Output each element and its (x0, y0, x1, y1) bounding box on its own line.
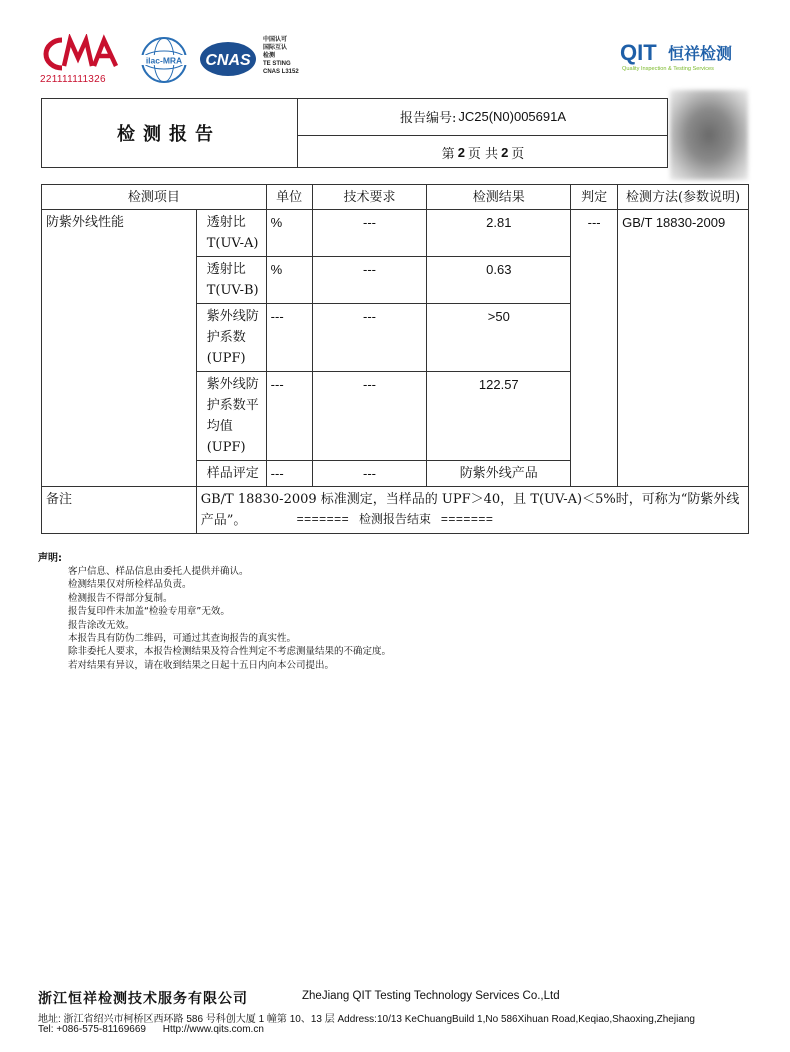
page-current: 2 (457, 145, 465, 160)
footer-website[interactable]: Http://www.qits.com.cn (162, 1024, 264, 1035)
ilac-text: ilac-MRA (145, 55, 183, 66)
statement-line: 报告涂改无效。 (68, 619, 135, 631)
item-cell: 透射比T(UV-A) (196, 210, 266, 257)
statement-line: 检测结果仅对所检样品负责。 (68, 579, 192, 591)
report-number-value: JC25(N0)005691A (458, 109, 567, 124)
result-cell: 122.57 (427, 372, 571, 461)
result-cell: >50 (427, 304, 571, 372)
header-item: 检测项目 (42, 185, 267, 210)
cnas-accreditation-text: 中国认可 国际互认 检测 TE STING CNAS L3152 (263, 37, 299, 75)
footer-contact (38, 1024, 278, 1035)
qr-code-blurred (670, 90, 748, 180)
unit-cell: % (266, 210, 312, 257)
item-cell: 透射比T(UV-B) (196, 257, 266, 304)
header-result: 检测结果 (427, 185, 571, 210)
statement-title: 声明: (38, 553, 62, 564)
cma-logo (40, 34, 120, 74)
cnas-logo (198, 40, 258, 78)
statement-line: 报告复印件未加盖“检验专用章”无效。 (68, 606, 230, 618)
qit-brand: QIT (620, 40, 657, 65)
qit-logo (620, 38, 750, 74)
header-requirement: 技术要求 (312, 185, 427, 210)
statement-line: 除非委托人要求，本报告检测结果及符合性判定不考虑测量结果的不确定度。 (68, 646, 392, 658)
statement-line: 本报告具有防伪二维码，可通过其查询报告的真实性。 (68, 633, 297, 645)
requirement-cell: --- (312, 257, 427, 304)
requirement-cell: --- (312, 210, 427, 257)
header-unit: 单位 (266, 185, 312, 210)
requirement-cell: --- (312, 304, 427, 372)
result-cell: 2.81 (427, 210, 571, 257)
result-cell: 防紫外线产品 (427, 461, 571, 487)
statement-line: 检测报告不得部分复制。 (68, 592, 173, 604)
item-cell: 紫外线防护系数平均值(UPF) (196, 372, 266, 461)
header-verdict: 判定 (571, 185, 618, 210)
unit-cell: % (266, 257, 312, 304)
report-end-marker: ======= 检测报告结束 ======= (296, 512, 494, 526)
header-method: 检测方法(参数说明) (618, 185, 749, 210)
unit-cell: --- (266, 304, 312, 372)
table-header-row (42, 185, 749, 210)
report-number (298, 98, 668, 136)
unit-cell: --- (266, 372, 312, 461)
item-cell: 样品评定 (196, 461, 266, 487)
requirement-cell: --- (312, 372, 427, 461)
page-info: 第 2 页 共 2 页 (441, 145, 525, 162)
table-row (42, 210, 749, 257)
report-title: 检测报告 (41, 98, 298, 168)
qit-tagline: Quality Inspection & Testing Services (622, 66, 714, 72)
footer-address: 地址: 浙江省绍兴市柯桥区西环路 586 号科创大厦 1 幢第 10、13 层 Address:10/13 KeChuangBuild 1,No 586Xihuan Road,Keqiao,Shaoxing,Zhejiang (38, 1014, 695, 1025)
item-cell: 紫外线防护系数(UPF) (196, 304, 266, 372)
statement-list (68, 565, 391, 672)
requirement-cell: --- (312, 461, 427, 487)
footer-company-cn: 浙江恒祥检测技术服务有限公司 (38, 991, 248, 1007)
cnas-mark: CNAS (205, 52, 251, 69)
footer-company-en: ZheJiang QIT Testing Technology Services Co.,Ltd (302, 990, 560, 1002)
verdict-cell: --- (571, 210, 618, 487)
report-number-label: 报告编号: (399, 111, 457, 126)
statement-line: 客户信息、样品信息由委托人提供并确认。 (68, 566, 249, 577)
remark-text: GB/T 18830-2009 标准测定，当样品的 UPF＞40，且 T(UV-A)＜5%时，可称为“防紫外线产品”。 (196, 487, 748, 534)
result-cell: 0.63 (427, 257, 571, 304)
unit-cell: --- (266, 461, 312, 487)
cma-number: 221111111326 (40, 74, 106, 85)
ilac-mra-logo (138, 36, 190, 84)
category-cell: 防紫外线性能 (42, 210, 197, 487)
footer-tel: Tel: +086-575-81169669 (38, 1024, 146, 1035)
page-total: 2 (501, 145, 509, 160)
method-cell: GB/T 18830-2009 (618, 210, 749, 487)
qit-cn-name: 恒祥检测 (668, 44, 733, 63)
statement-line: 若对结果有异议，请在收到结果之日起十五日内向本公司提出。 (68, 659, 335, 671)
results-table (41, 184, 749, 534)
remark-label: 备注 (42, 487, 197, 534)
